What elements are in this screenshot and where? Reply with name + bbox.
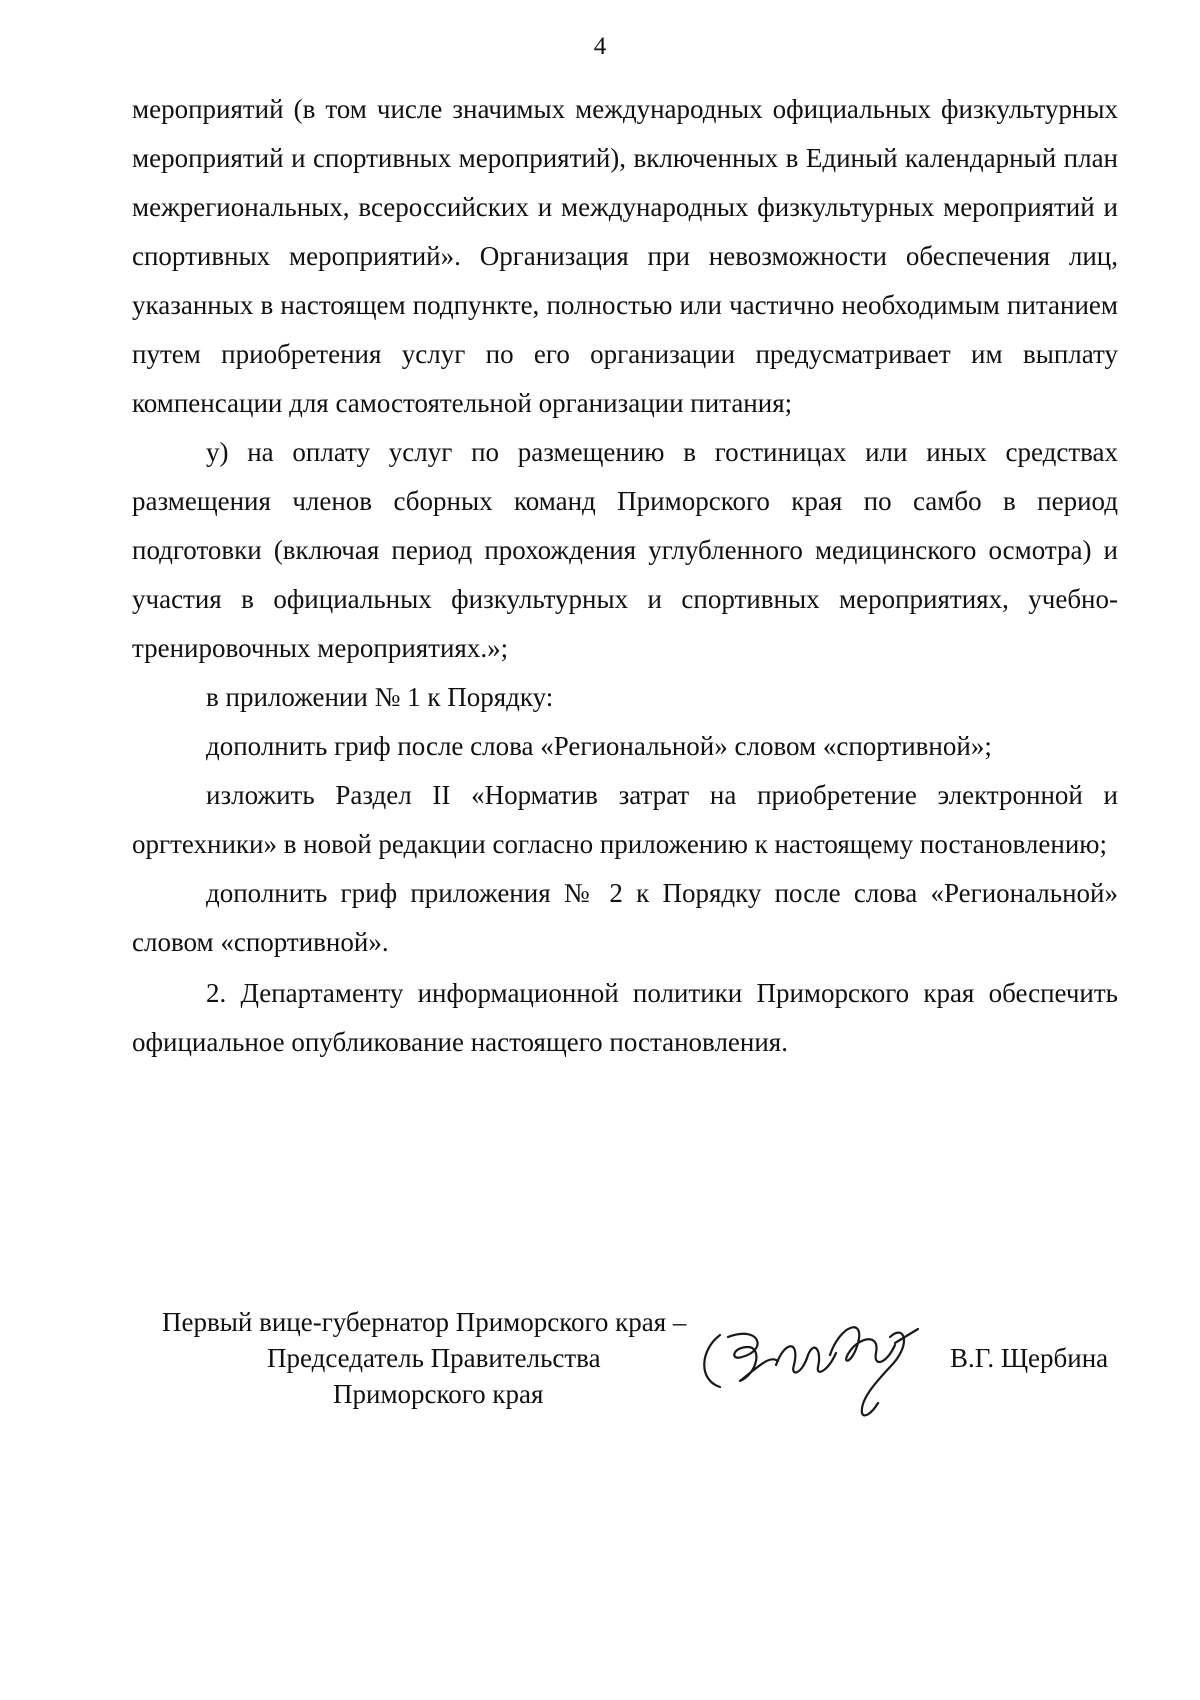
signatory-title-line-2: Председатель Правительства xyxy=(267,1343,601,1373)
document-body xyxy=(132,85,1118,1067)
paragraph-stamp-addition: дополнить гриф после слова «Региональной» словом «спортивной»; xyxy=(206,731,992,761)
paragraph-item-u: у) на оплату услуг по размещению в гостиницах или иных средствах размещения членов сборных команд Приморского края по самбо в период подготовки (включая период прохождения углубленного медицинского осмотра) и участия в официальных физкультурных и спортивных мероприятиях, учебно-тренировочных мероприятиях.»; xyxy=(132,437,1118,663)
paragraph-continuation: мероприятий (в том числе значимых международных официальных физкультурных мероприятий и спортивных мероприятий), включенных в Единый календарный план межрегиональных, всероссийских и международных физкультурных мероприятий и спортивных мероприятий». Организация при невозможности обеспечения лиц, указанных в настоящем подпункте, полностью или частично необходимым питанием путем приобретения услуг по его организации предусматривает им выплату компенсации для самостоятельной организации питания; xyxy=(132,94,1118,418)
paragraph-appendix-1: в приложении № 1 к Порядку: xyxy=(206,682,554,712)
paragraph-appendix-2: дополнить гриф приложения № 2 к Порядку после слова «Региональной» словом «спортивной». xyxy=(132,878,1118,957)
handwritten-signature xyxy=(690,1295,940,1425)
page-number: 4 xyxy=(593,33,607,60)
signatory-title-line-3: Приморского края xyxy=(333,1379,544,1409)
signatory-name: В.Г. Щербина xyxy=(950,1343,1109,1373)
signature-block xyxy=(0,1305,1200,1425)
paragraph-section-ii: изложить Раздел II «Норматив затрат на приобретение электронной и оргтехники» в новой редакции согласно приложению к настоящему постановлению; xyxy=(132,780,1118,859)
paragraph-point-2: 2. Департаменту информационной политики Приморского края обеспечить официальное опубликование настоящего постановления. xyxy=(132,978,1118,1057)
signatory-title-line-1: Первый вице-губернатор Приморского края – xyxy=(162,1307,687,1337)
